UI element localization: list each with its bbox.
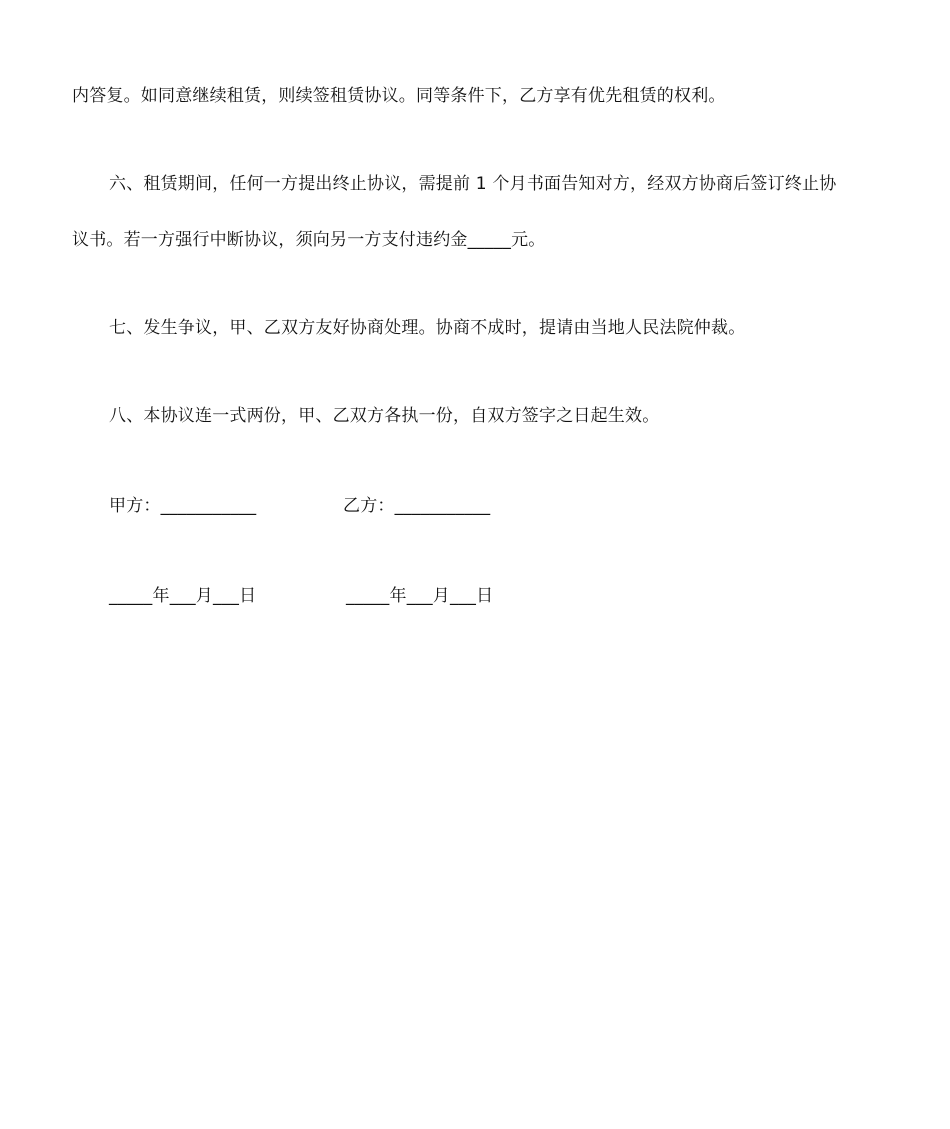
party-b-date-line: _____年___月___日 bbox=[346, 586, 494, 606]
party-a-signature-line: 甲方：___________ bbox=[109, 496, 257, 516]
clause-eight: 八、本协议连一式两份，甲、乙双方各执一份，自双方签字之日起生效。 bbox=[109, 406, 660, 426]
clause-seven: 七、发生争议，甲、乙双方友好协商处理。协商不成时，提请由当地人民法院仲裁。 bbox=[109, 318, 746, 338]
clause-six-line-1: 六、租赁期间，任何一方提出终止协议，需提前 1 个月书面告知对方，经双方协商后签订终止协 bbox=[109, 174, 837, 194]
clause-six-line-2: 议书。若一方强行中断协议，须向另一方支付违约金_____元。 bbox=[72, 230, 546, 250]
party-a-date-line: _____年___月___日 bbox=[109, 586, 257, 606]
party-b-signature-line: 乙方：___________ bbox=[343, 496, 491, 516]
paragraph-continuation: 内答复。如同意继续租赁，则续签租赁协议。同等条件下，乙方享有优先租赁的权利。 bbox=[72, 86, 726, 106]
